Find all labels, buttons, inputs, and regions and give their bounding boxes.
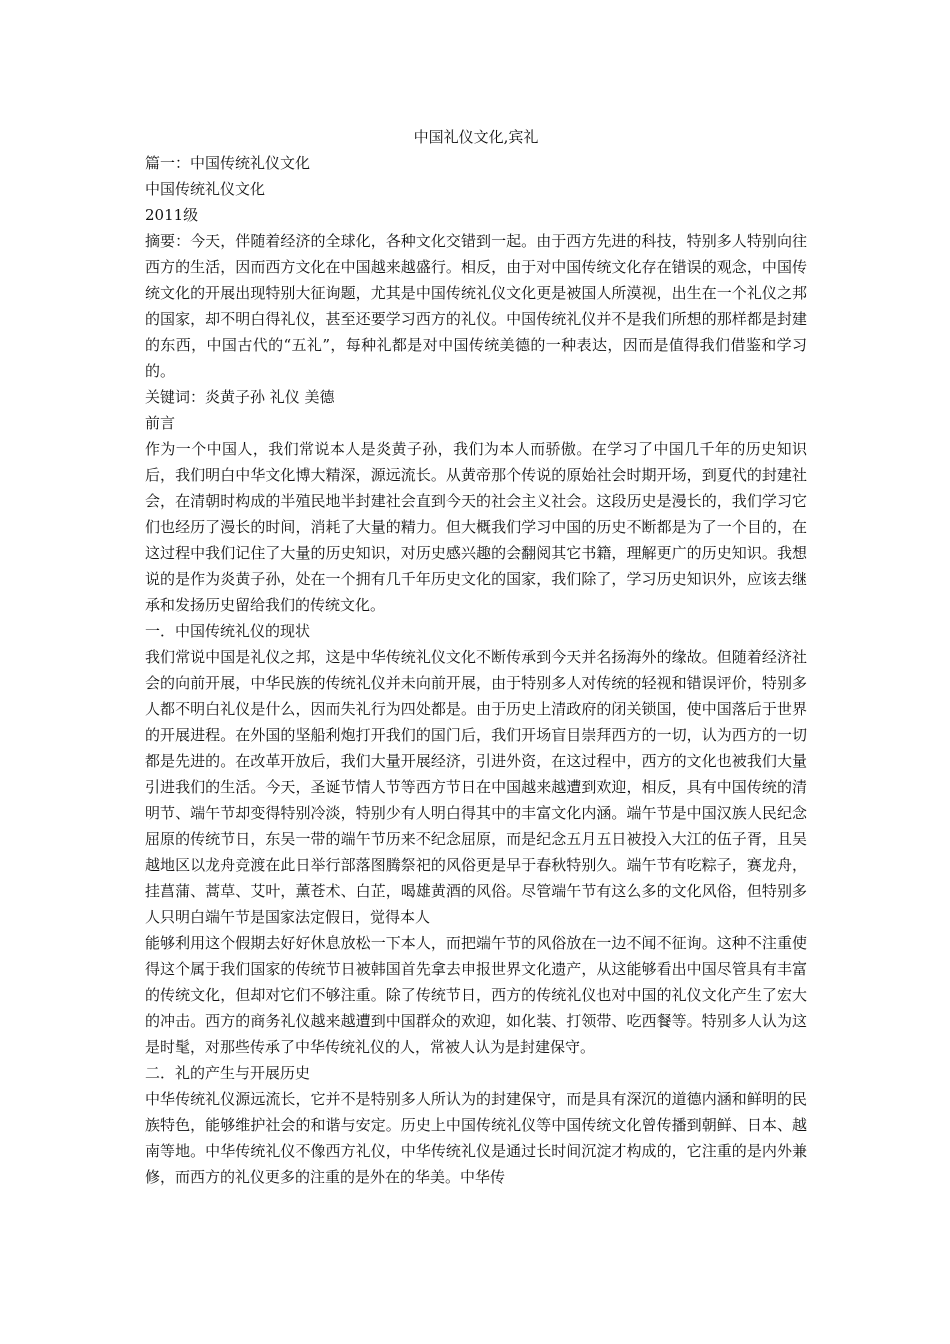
preface-heading: 前言: [145, 414, 176, 432]
keywords-line: 关键词：炎黄子孙 礼仪 美德: [145, 388, 335, 406]
grade-line: 2011级: [145, 206, 199, 224]
preface-paragraph: 作为一个中国人，我们常说本人是炎黄子孙，我们为本人而骄傲。在学习了中国几千年的历史知识后，我们明白中华文化博大精深，源远流长。从黄帝那个传说的原始社会时期开场，到夏代的封建社会，在清朝时构成的半殖民地半封建社会直到今天的社会主义社会。这段历史是漫长的，我们学习它们也经历了漫长的时间，消耗了大量的精力。但大概我们学习中国的历史不断都是为了一个目的，在这过程中我们记住了大量的历史知识，对历史感兴趣的会翻阅其它书籍，理解更广的历史知识。我想说的是作为炎黄子孙，处在一个拥有几千年历史文化的国家，我们除了，学习历史知识外，应该去继承和发扬历史留给我们的传统文化。: [145, 440, 807, 614]
document-title: 中国礼仪文化,宾礼: [413, 128, 539, 146]
document-page: [145, 124, 807, 1190]
section-1-paragraph-2: 能够利用这个假期去好好休息放松一下本人，而把端午节的风俗放在一边不闻不征询。这种不注重使得这个属于我们国家的传统节日被韩国首先拿去申报世界文化遗产，从这能够看出中国尽管具有丰富的传统文化，但却对它们不够注重。除了传统节日，西方的传统礼仪也对中国的礼仪文化产生了宏大的冲击。西方的商务礼仪越来越遭到中国群众的欢迎，如化装、打领带、吃西餐等。特别多人认为这是时髦，对那些传承了中华传统礼仪的人，常被人认为是封建保守。: [145, 934, 807, 1056]
section-2-heading: 二．礼的产生与开展历史: [145, 1064, 311, 1082]
section-1-heading: 一．中国传统礼仪的现状: [145, 622, 311, 640]
abstract-paragraph: 摘要：今天，伴随着经济的全球化，各种文化交错到一起。由于西方先进的科技，特别多人特别向往西方的生活，因而西方文化在中国越来越盛行。相反，由于对中国传统文化存在错误的观念，中国传统文化的开展出现特别大征询题，尤其是中国传统礼仪文化更是被国人所漠视，出生在一个礼仪之邦的国家，却不明白得礼仪，甚至还要学习西方的礼仪。中国传统礼仪并不是我们所想的那样都是封建的东西，中国古代的“五礼”，每种礼都是对中国传统美德的一种表达，因而是值得我们借鉴和学习的。: [145, 232, 807, 380]
section-2-paragraph: 中华传统礼仪源远流长，它并不是特别多人所认为的封建保守，而是具有深沉的道德内涵和鲜明的民族特色，能够维护社会的和谐与安定。历史上中国传统礼仪等中国传统文化曾传播到朝鲜、日本、越南等地。中华传统礼仪不像西方礼仪，中华传统礼仪是通过长时间沉淀才构成的，它注重的是内外兼修，而西方的礼仪更多的注重的是外在的华美。中华传: [145, 1090, 807, 1186]
section-1-paragraph-1: 我们常说中国是礼仪之邦，这是中华传统礼仪文化不断传承到今天并名扬海外的缘故。但随着经济社会的向前开展，中华民族的传统礼仪并未向前开展，由于特别多人对传统的轻视和错误评价，特别多人都不明白礼仪是什么，因而失礼行为四处都是。由于历史上清政府的闭关锁国，使中国落后于世界的开展进程。在外国的坚船利炮打开我们的国门后，我们开场盲目崇拜西方的一切，认为西方的一切都是先进的。在改革开放后，我们大量开展经济，引进外资，在这过程中，西方的文化也被我们大量引进我们的生活。今天，圣诞节情人节等西方节日在中国越来越遭到欢迎，相反，具有中国传统的清明节、端午节却变得特别冷淡，特别少有人明白得其中的丰富文化内涵。端午节是中国汉族人民纪念屈原的传统节日，东吴一带的端午节历来不纪念屈原，而是纪念五月五日被投入大江的伍子胥，且吴越地区以龙舟竞渡在此日举行部落图腾祭祀的风俗更是早于春秋特别久。端午节有吃粽子，赛龙舟，挂菖蒲、蒿草、艾叶，薰苍术、白芷，喝雄黄酒的风俗。尽管端午节有这么多的文化风俗，但特别多人只明白端午节是国家法定假日，觉得本人: [145, 648, 807, 926]
chapter-heading: 篇一：中国传统礼仪文化: [145, 154, 311, 172]
article-title: 中国传统礼仪文化: [145, 180, 266, 198]
